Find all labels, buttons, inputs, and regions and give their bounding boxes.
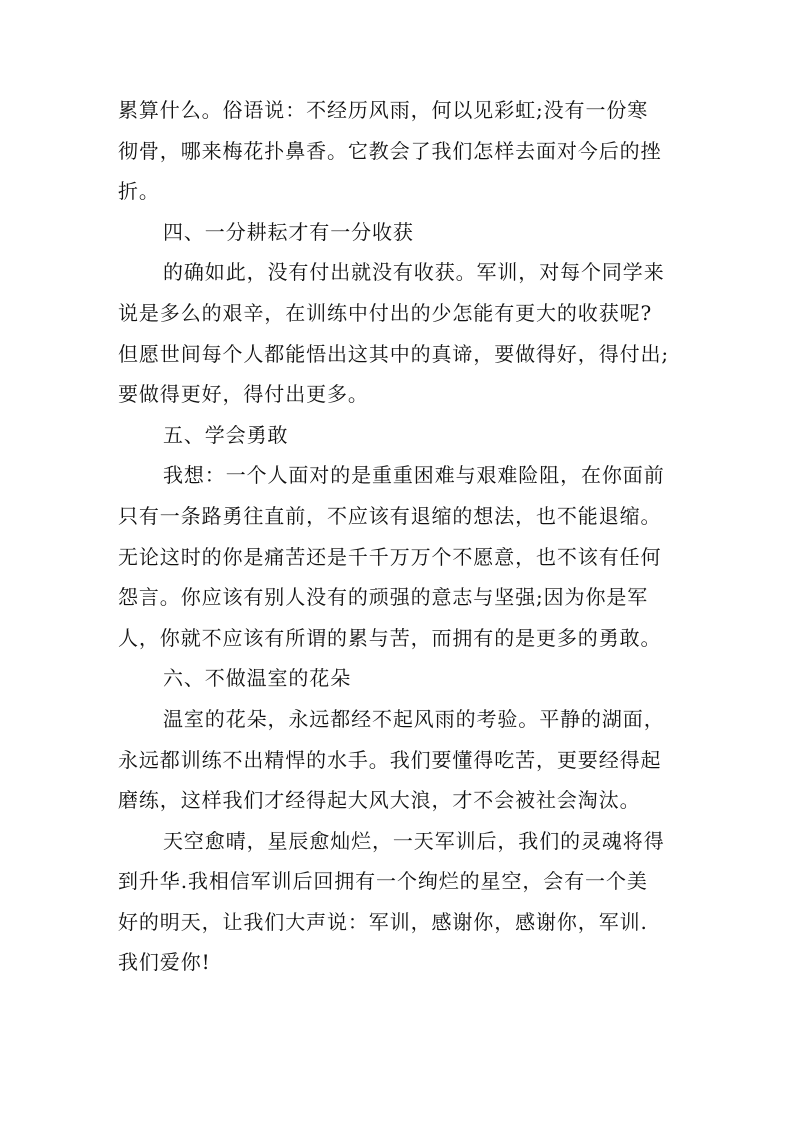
text-line: 温室的花朵，永远都经不起风雨的考验。平静的湖面， xyxy=(163,706,665,731)
text-line: 彻骨，哪来梅花扑鼻香。它教会了我们怎样去面对今后的挫 xyxy=(118,138,662,163)
text-line: 无论这时的你是痛苦还是千千万万个不愿意，也不该有任何 xyxy=(118,544,662,569)
text-line: 怨言。你应该有别人没有的顽强的意志与坚强;因为你是军 xyxy=(118,585,649,610)
text-line: 的确如此，没有付出就没有收获。军训，对每个同学来 xyxy=(163,260,665,285)
text-line: 我想：一个人面对的是重重困难与艰难险阻，在你面前 xyxy=(163,463,665,488)
text-line: 永远都训练不出精悍的水手。我们要懂得吃苦，更要经得起 xyxy=(118,747,662,772)
section-heading: 五、学会勇敢 xyxy=(163,422,289,447)
text-line: 只有一条路勇往直前，不应该有退缩的想法，也不能退缩。 xyxy=(118,503,662,528)
text-line: 折。 xyxy=(118,179,160,204)
text-line: 说是多么的艰辛，在训练中付出的少怎能有更大的收获呢? xyxy=(118,300,653,325)
text-line: 人，你就不应该有所谓的累与苦，而拥有的是更多的勇敢。 xyxy=(118,625,662,650)
text-line: 累算什么。俗语说：不经历风雨，何以见彩虹;没有一份寒 xyxy=(118,98,649,122)
document-body xyxy=(118,90,678,983)
text-line: 要做得更好，得付出更多。 xyxy=(118,382,369,407)
text-line: 好的明天，让我们大声说：军训，感谢你，感谢你，军训. xyxy=(118,909,648,934)
text-line: 到升华.我相信军训后回拥有一个绚烂的星空，会有一个美 xyxy=(118,869,648,894)
section-heading: 四、一分耕耘才有一分收获 xyxy=(163,219,414,244)
text-line: 磨练，这样我们才经得起大风大浪，才不会被社会淘汰。 xyxy=(118,788,641,813)
text-line: 我们爱你! xyxy=(118,950,211,975)
text-line: 天空愈晴，星辰愈灿烂，一天军训后，我们的灵魂将得 xyxy=(163,828,665,853)
text-line: 但愿世间每个人都能悟出这其中的真谛，要做得好，得付出; xyxy=(118,341,670,366)
section-heading: 六、不做温室的花朵 xyxy=(163,666,352,691)
